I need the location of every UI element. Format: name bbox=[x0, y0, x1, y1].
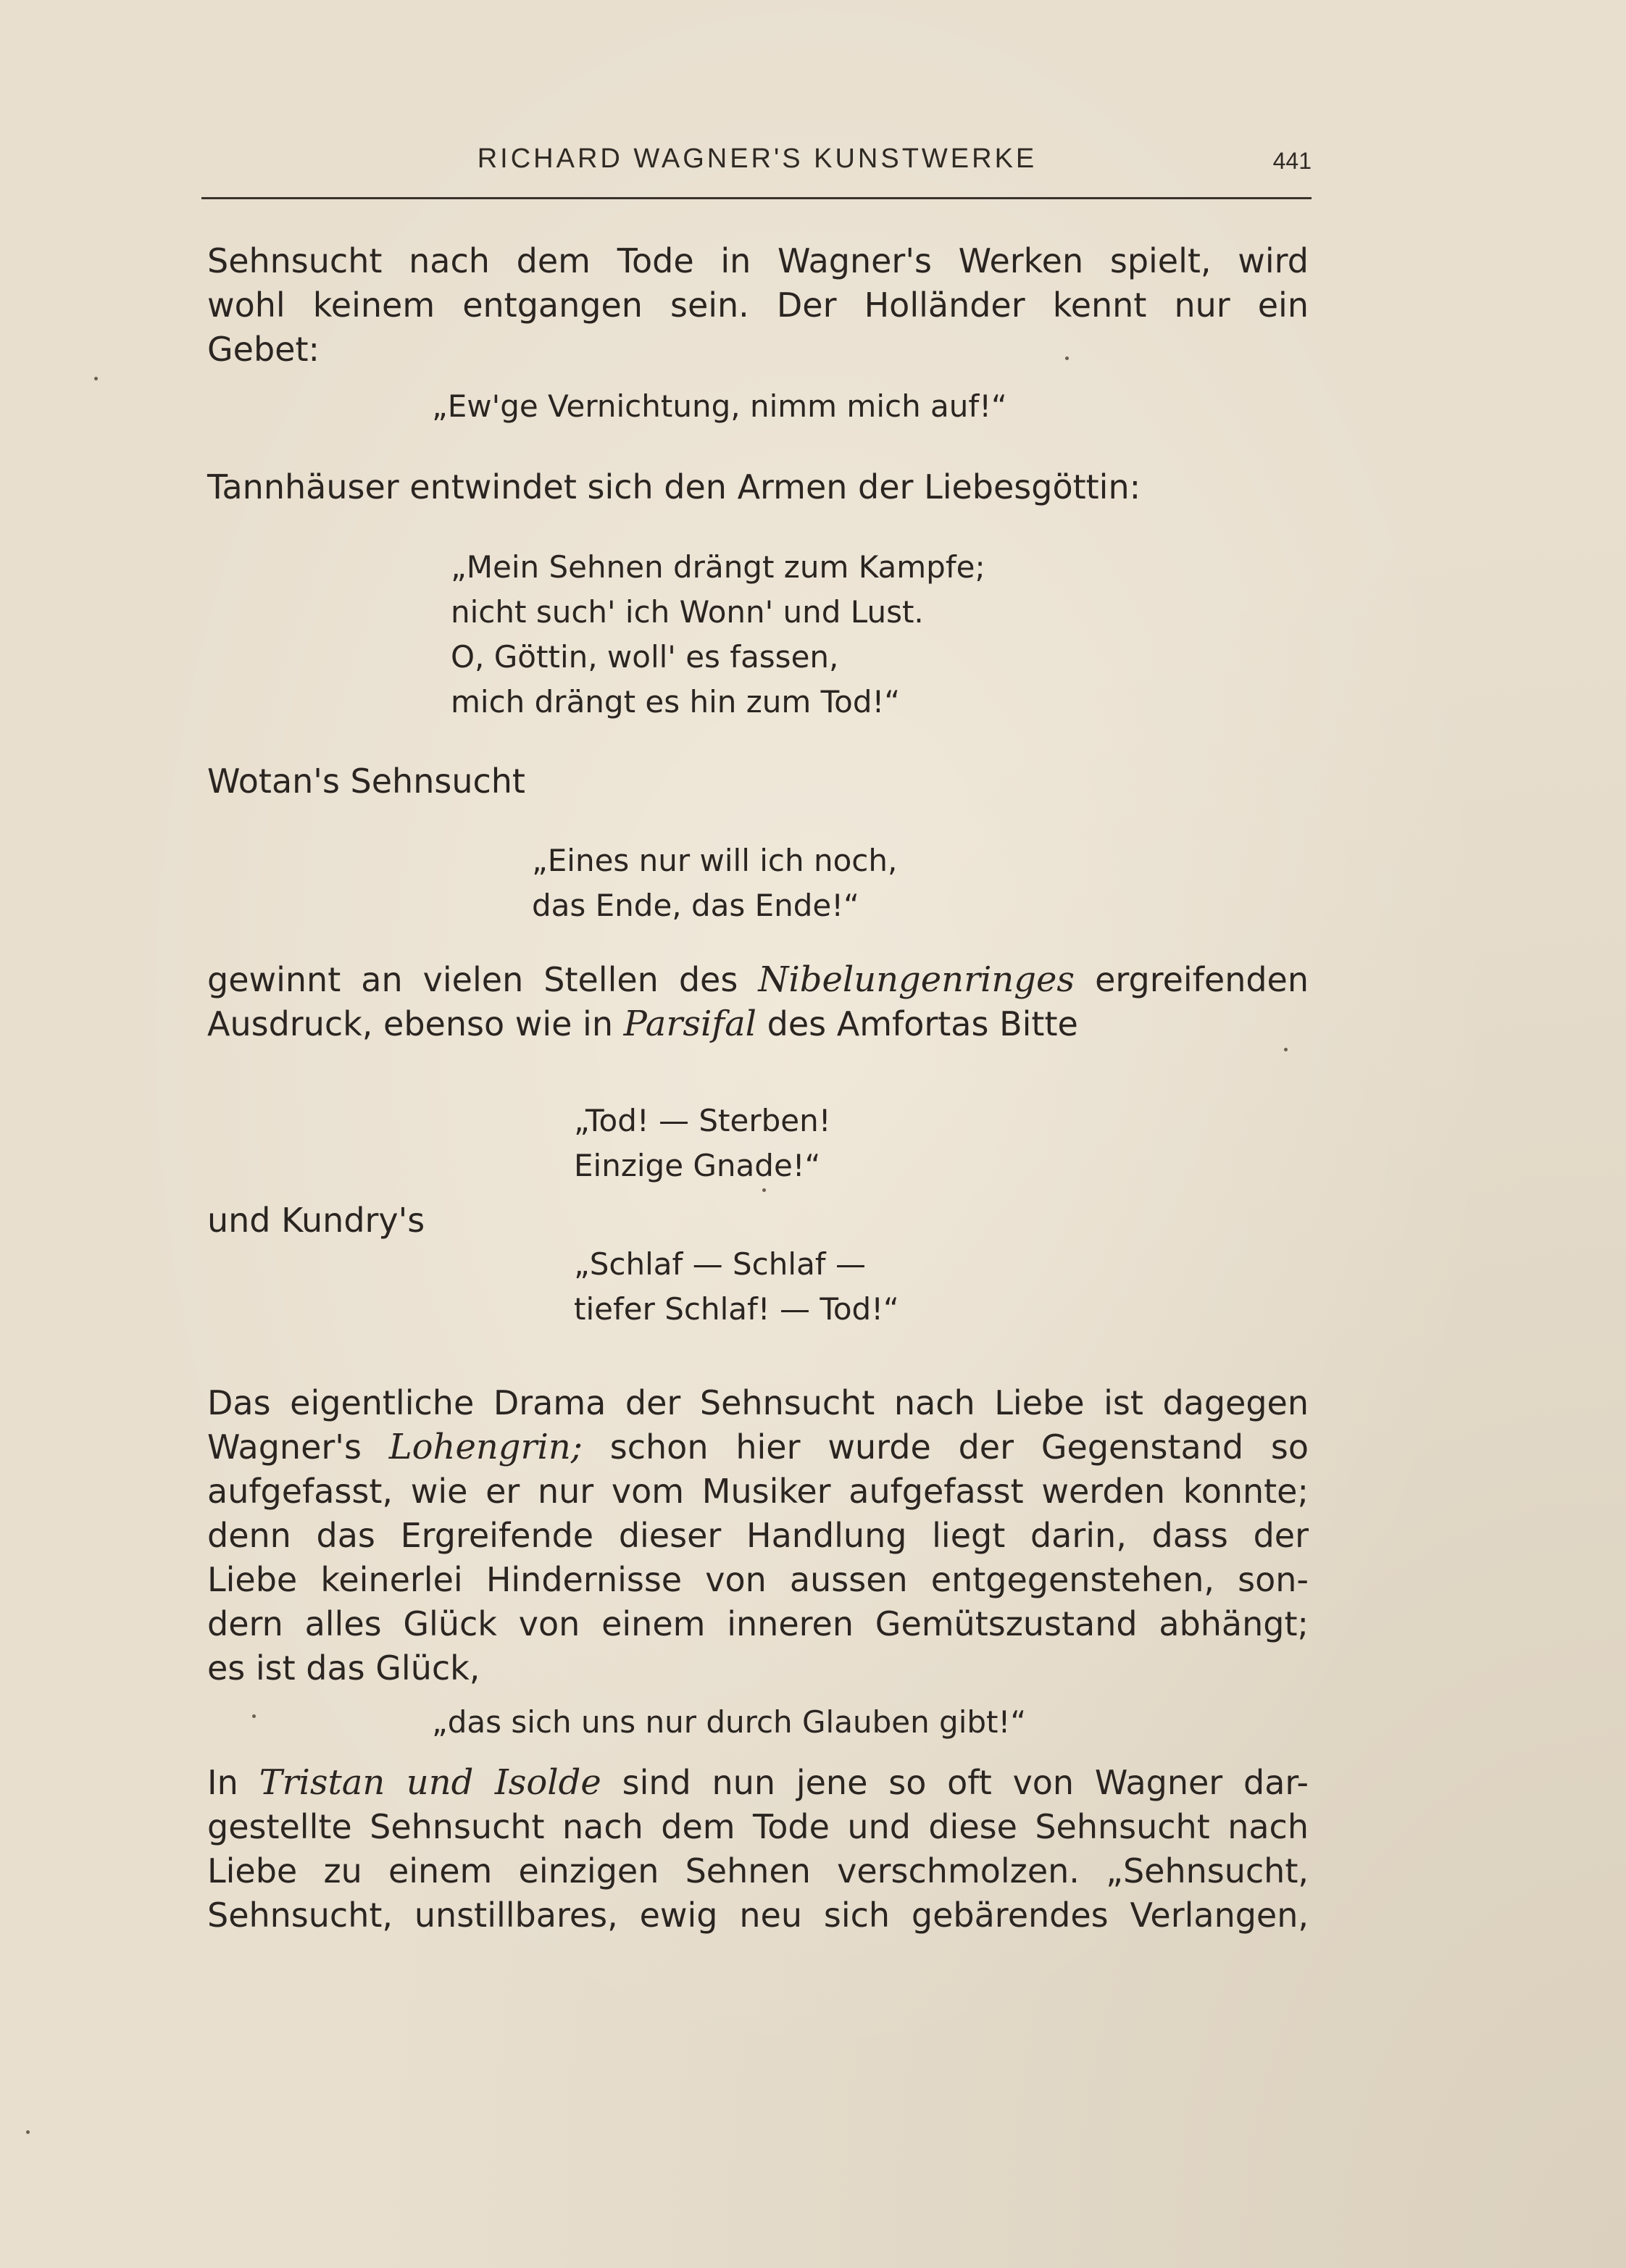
paragraph-6 bbox=[207, 1381, 1309, 1690]
verse-line: Einzige Gnade!“ bbox=[574, 1148, 821, 1183]
paragraph-line bbox=[207, 958, 1309, 1002]
work-title-lohengrin: Lohengrin; bbox=[388, 1427, 583, 1467]
text-run: In bbox=[207, 1763, 259, 1802]
verse-line: O, Göttin, woll' es fassen, bbox=[451, 639, 839, 675]
verse-line: nicht such' ich Wonn' und Lust. bbox=[451, 594, 924, 630]
paragraph-line: Sehnsucht nach dem Tode in Wagner's Werken spielt, wird bbox=[207, 241, 1309, 280]
text-run: des Amfortas Bitte bbox=[756, 1004, 1078, 1043]
text-run: ergreifenden bbox=[1075, 960, 1309, 999]
paragraph-1 bbox=[207, 239, 1309, 372]
verse-line: das Ende, das Ende!“ bbox=[532, 888, 859, 923]
quote-tannhauser bbox=[451, 545, 985, 725]
paragraph-5 bbox=[207, 1198, 1309, 1243]
verse-line: „Schlaf — Schlaf — bbox=[574, 1246, 866, 1282]
verse-line: „Mein Sehnen drängt zum Kampfe; bbox=[451, 549, 985, 585]
verse-line: mich drängt es hin zum Tod!“ bbox=[451, 684, 901, 720]
paragraph-line: und Kundry's bbox=[207, 1201, 425, 1240]
paragraph-line: Das eigentliche Drama der Sehnsucht nach Liebe ist dagegen bbox=[207, 1383, 1309, 1422]
paragraph-line: wohl keinem entgangen sein. Der Holländer kennt nur ein bbox=[207, 285, 1309, 325]
paper-speck bbox=[1284, 1048, 1288, 1051]
paragraph-line: denn das Ergreifende dieser Handlung liegt darin, dass der bbox=[207, 1516, 1309, 1555]
paragraph-line: es ist das Glück, bbox=[207, 1648, 480, 1688]
paragraph-line: Liebe keinerlei Hindernisse von aussen entgegenstehen, son- bbox=[207, 1560, 1309, 1599]
paragraph-line: Liebe zu einem einzigen Sehnen verschmolzen. „Sehnsucht, bbox=[207, 1851, 1309, 1890]
text-run: schon hier wurde der Gegenstand so bbox=[582, 1427, 1309, 1467]
work-title-parsifal: Parsifal bbox=[623, 1004, 757, 1044]
quote-kundry bbox=[574, 1242, 899, 1332]
verse-line: „Eines nur will ich noch, bbox=[532, 843, 898, 878]
text-run: sind nun jene so oft von Wagner dar- bbox=[601, 1763, 1309, 1802]
paragraph-2 bbox=[207, 465, 1309, 509]
paragraph-line: dern alles Glück von einem inneren Gemütszustand abhängt; bbox=[207, 1604, 1309, 1643]
paragraph-line: Gebet: bbox=[207, 330, 320, 369]
quote-hollander bbox=[432, 384, 1007, 429]
quote-wotan bbox=[532, 838, 897, 928]
text-run: gewinnt an vielen Stellen des bbox=[207, 960, 759, 999]
paper-speck bbox=[252, 1714, 256, 1718]
verse-line: „das sich uns nur durch Glauben gibt!“ bbox=[432, 1704, 1027, 1740]
paper-speck bbox=[94, 377, 98, 380]
paragraph-4 bbox=[207, 958, 1309, 1046]
paragraph-line: gestellte Sehnsucht nach dem Tode und diese Sehnsucht nach bbox=[207, 1807, 1309, 1846]
quote-lohengrin bbox=[432, 1700, 1026, 1745]
paragraph-3 bbox=[207, 759, 1309, 804]
paragraph-line bbox=[207, 1002, 1309, 1046]
paper-speck bbox=[762, 1188, 766, 1192]
page-number: 441 bbox=[1272, 148, 1312, 174]
text-run: Wagner's bbox=[207, 1427, 389, 1467]
quote-amfortas bbox=[574, 1098, 831, 1188]
paper-speck bbox=[26, 2130, 30, 2134]
paragraph-line bbox=[207, 1425, 1309, 1469]
work-title-tristan: Tristan und Isolde bbox=[259, 1762, 601, 1803]
text-run: Ausdruck, ebenso wie in bbox=[207, 1004, 624, 1043]
paragraph-line: Sehnsucht, unstillbares, ewig neu sich gebärendes Verlangen, bbox=[207, 1896, 1309, 1935]
work-title-nibelungen: Nibelungenringes bbox=[758, 959, 1075, 1000]
paragraph-7 bbox=[207, 1761, 1309, 1938]
verse-line: „Ew'ge Vernichtung, nimm mich auf!“ bbox=[432, 388, 1007, 424]
running-title: RICHARD WAGNER'S KUNSTWERKE bbox=[477, 143, 1038, 174]
paper-speck bbox=[1065, 357, 1069, 360]
paragraph-line: Tannhäuser entwindet sich den Armen der Liebesgöttin: bbox=[207, 467, 1141, 506]
paragraph-line: aufgefasst, wie er nur vom Musiker aufgefasst werden konnte; bbox=[207, 1472, 1309, 1511]
verse-line: „Tod! — Sterben! bbox=[574, 1103, 831, 1138]
header-rule bbox=[201, 197, 1312, 199]
paragraph-line bbox=[207, 1761, 1309, 1805]
paragraph-line: Wotan's Sehnsucht bbox=[207, 762, 525, 801]
verse-line: tiefer Schlaf! — Tod!“ bbox=[574, 1291, 899, 1327]
running-head bbox=[203, 143, 1312, 187]
